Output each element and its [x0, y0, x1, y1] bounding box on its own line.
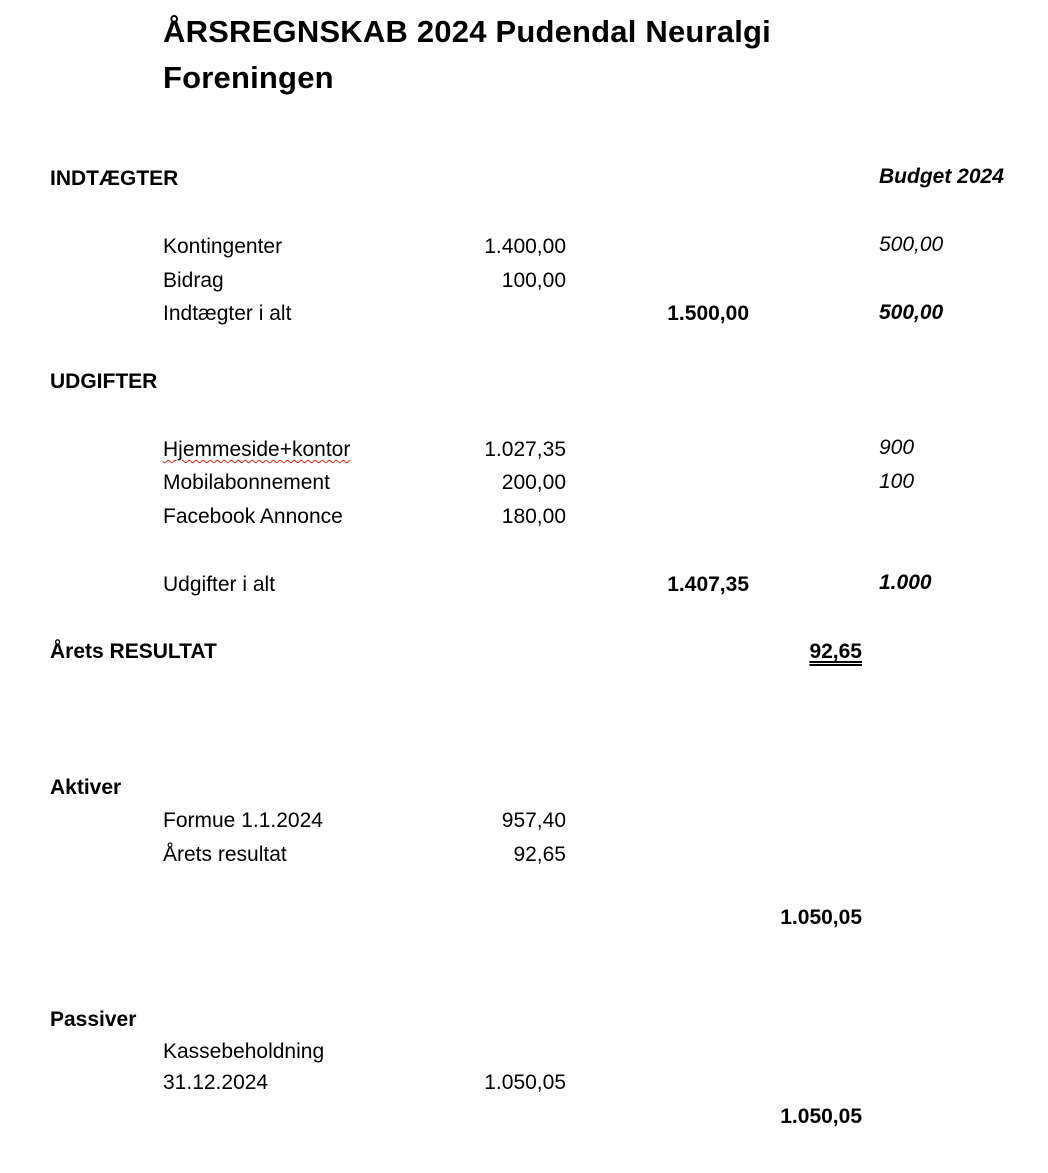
- expense-item-budget: 100: [879, 470, 915, 493]
- document-title-line2: Foreningen: [163, 60, 334, 95]
- income-total-amount: 1.500,00: [667, 302, 749, 325]
- result-amount-value: 92,65: [809, 640, 862, 663]
- liability-item-amount: 1.050,05: [484, 1071, 566, 1094]
- spellcheck-text[interactable]: Hjemmeside+kontor: [163, 438, 351, 461]
- income-item-label: Bidrag: [163, 269, 224, 292]
- expense-item-budget: 900: [879, 436, 915, 459]
- expenses-heading: UDGIFTER: [50, 370, 158, 393]
- expenses-total-budget: 1.000: [879, 571, 932, 594]
- liability-item-label-line1: Kassebeholdning: [163, 1040, 325, 1063]
- liabilities-heading: Passiver: [50, 1008, 137, 1031]
- assets-total: 1.050,05: [780, 906, 862, 929]
- income-item-label: Kontingenter: [163, 235, 283, 258]
- result-amount: [682, 639, 862, 665]
- assets-heading: Aktiver: [50, 776, 122, 799]
- expense-item-label: Facebook Annonce: [163, 505, 343, 528]
- document-title-line1: ÅRSREGNSKAB 2024 Pudendal Neuralgi: [163, 14, 772, 49]
- income-item-amount: 100,00: [501, 269, 566, 292]
- result-label: Årets RESULTAT: [50, 640, 217, 663]
- expense-item-amount: 180,00: [501, 505, 566, 528]
- asset-item-amount: 957,40: [501, 809, 566, 832]
- asset-item-label: Formue 1.1.2024: [163, 809, 323, 832]
- expense-item-label: [163, 437, 350, 463]
- budget-heading: Budget 2024: [879, 165, 1004, 188]
- expense-item-label: Mobilabonnement: [163, 471, 330, 494]
- expense-item-amount: 1.027,35: [484, 438, 566, 461]
- income-total-label: Indtægter i alt: [163, 302, 292, 325]
- expense-item-amount: 200,00: [501, 471, 566, 494]
- asset-item-label: Årets resultat: [163, 843, 287, 866]
- asset-item-amount: 92,65: [513, 843, 566, 866]
- expenses-total-label: Udgifter i alt: [163, 573, 276, 596]
- expenses-total-amount: 1.407,35: [667, 573, 749, 596]
- income-item-amount: 1.400,00: [484, 235, 566, 258]
- income-heading: INDTÆGTER: [50, 167, 179, 190]
- liability-item-label-line2: 31.12.2024: [163, 1071, 269, 1094]
- liabilities-total: 1.050,05: [780, 1105, 862, 1128]
- income-total-budget: 500,00: [879, 301, 944, 324]
- income-item-budget: 500,00: [879, 233, 944, 256]
